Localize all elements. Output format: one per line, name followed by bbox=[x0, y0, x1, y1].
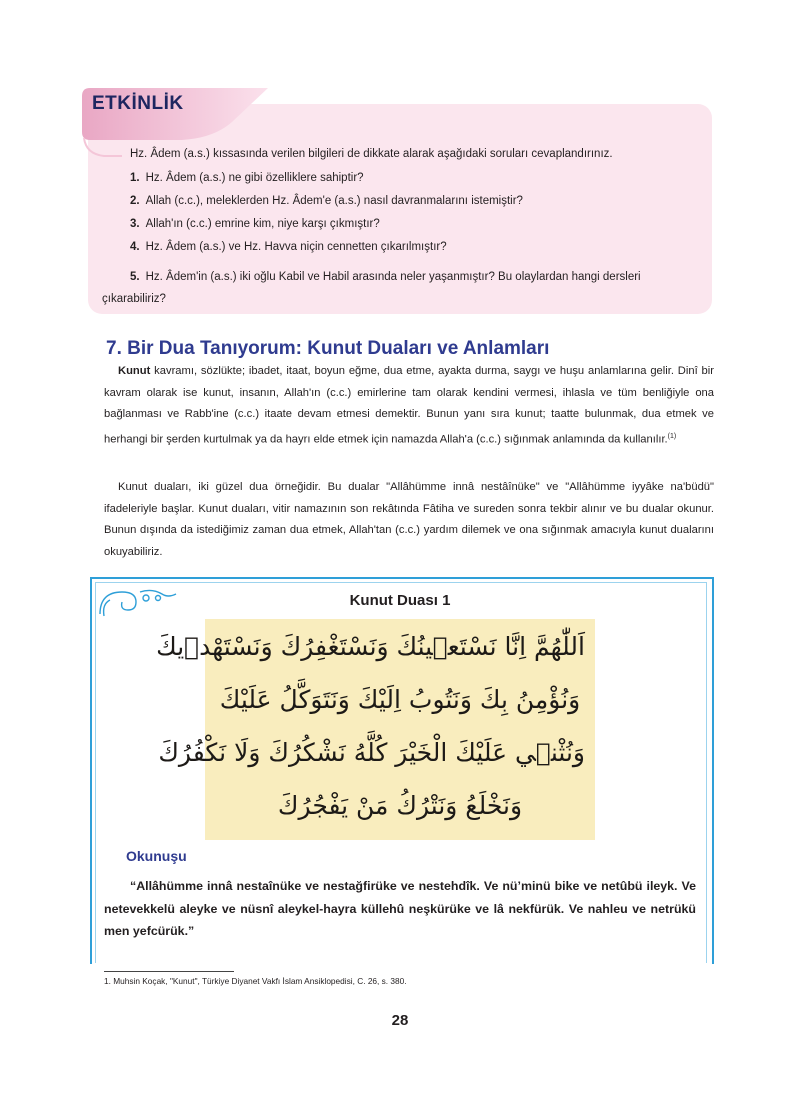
reading-label: Okunuşu bbox=[126, 848, 187, 864]
activity-title: ETKİNLİK bbox=[92, 93, 184, 114]
section-title: 7. Bir Dua Tanıyorum: Kunut Duaları ve Anlamları bbox=[106, 338, 550, 359]
footnote-divider bbox=[104, 971, 234, 972]
activity-question: 5. Hz. Âdem'in (a.s.) iki oğlu Kabil ve Habil arasında neler yaşanmıştır? Bu olaylardan hangi dersleri çıkarabiliriz? bbox=[102, 271, 641, 305]
paragraph-kunut-prayers: Kunut duaları, iki güzel dua örneğidir. Bu dualar "Allâhümme innâ nestâînüke" ve "Allâhümme iyyâke na'büdü" ifadeleriyle başlar. Kunut duaları, vitir namazının son rekâtında Fâtiha ve sureden sonra tekbir alınır ve bu dualar okunur. Bunun dışında da istediğimiz zaman dua etmek, Allah'tan (c.c.) yardım dilemek ve ona sığınmak amacıyla kunut dualarını okuyabiliriz. bbox=[104, 481, 714, 558]
activity-intro: Hz. Âdem (a.s.) kıssasında verilen bilgileri de dikkate alarak aşağıdaki soruları cevaplandırınız. bbox=[130, 148, 613, 160]
reading-text: “Allâhümme innâ nestaînüke ve nestağfirüke ve nestehdîk. Ve nü’minü bike ve netûbü ileyk. Ve netevekkelü aleyke ve nüsnî aleykel-hayra küllehû neşkürüke ve lâ nekfürük. Ve nahleu ve netrükü men yefcürük.” bbox=[104, 879, 696, 938]
arabic-line: وَنُثْن۪ي عَلَيْكَ الْخَيْرَ كُلَّهُ نَشْكُرُكَ وَلَا نَكْفُرُكَ bbox=[158, 738, 585, 767]
arabic-line: وَنَخْلَعُ وَنَتْرُكُ مَنْ يَفْجُرُكَ bbox=[277, 791, 523, 820]
keyword-kunut: Kunut bbox=[118, 365, 151, 377]
footnote-ref: (1) bbox=[667, 432, 677, 440]
arabic-line: اَللّٰهُمَّ اِنَّا نَسْتَع۪ينُكَ وَنَسْتَغْفِرُكَ وَنَسْتَهْد۪يكَ bbox=[156, 632, 585, 661]
activity-question: 3. Allah'ın (c.c.) emrine kim, niye karşı çıkmıştır? bbox=[130, 218, 380, 230]
page-number: 28 bbox=[391, 1012, 409, 1029]
footnote: 1. Muhsin Koçak, "Kunut", Türkiye Diyanet Vakfı İslam Ansiklopedisi, C. 26, s. 380. bbox=[104, 976, 407, 986]
activity-question: 4. Hz. Âdem (a.s.) ve Hz. Havva niçin cennetten çıkarılmıştır? bbox=[130, 241, 447, 253]
paragraph-kunut-definition: Kunut kavramı, sözlükte; ibadet, itaat, boyun eğme, dua etme, ayakta durma, saygı ve huşu anlamlarına gelir. Dinî bir kavram olarak ise kunut, insanın, Allah'ın (c.c.) emirlerine tam olarak kendini vermesi, ihlasla ve tüm benliğiyle ona bağlanması ve Rabb'ine (c.c.) itaate devam etmesi demektir. Bunun yanı sıra kunut; taatte bulunmak, dua etmek ve herhangi bir şerden kurtulmak ya da hayrı elde etmek için namazda Allah'a (c.c.) sığınmak anlamında da kullanılır.$^{(1)}$ bbox=[104, 365, 714, 446]
activity-question: 1. Hz. Âdem (a.s.) ne gibi özelliklere sahiptir? bbox=[130, 172, 364, 184]
arabic-line: وَنُؤْمِنُ بِكَ وَنَتُوبُ اِلَيْكَ وَنَتَوَكَّلُ عَلَيْكَ bbox=[219, 685, 581, 714]
prayer-title: Kunut Duası 1 bbox=[349, 592, 451, 609]
activity-question: 2. Allah (c.c.), meleklerden Hz. Âdem'e (a.s.) nasıl davranmalarını istemiştir? bbox=[130, 195, 523, 207]
